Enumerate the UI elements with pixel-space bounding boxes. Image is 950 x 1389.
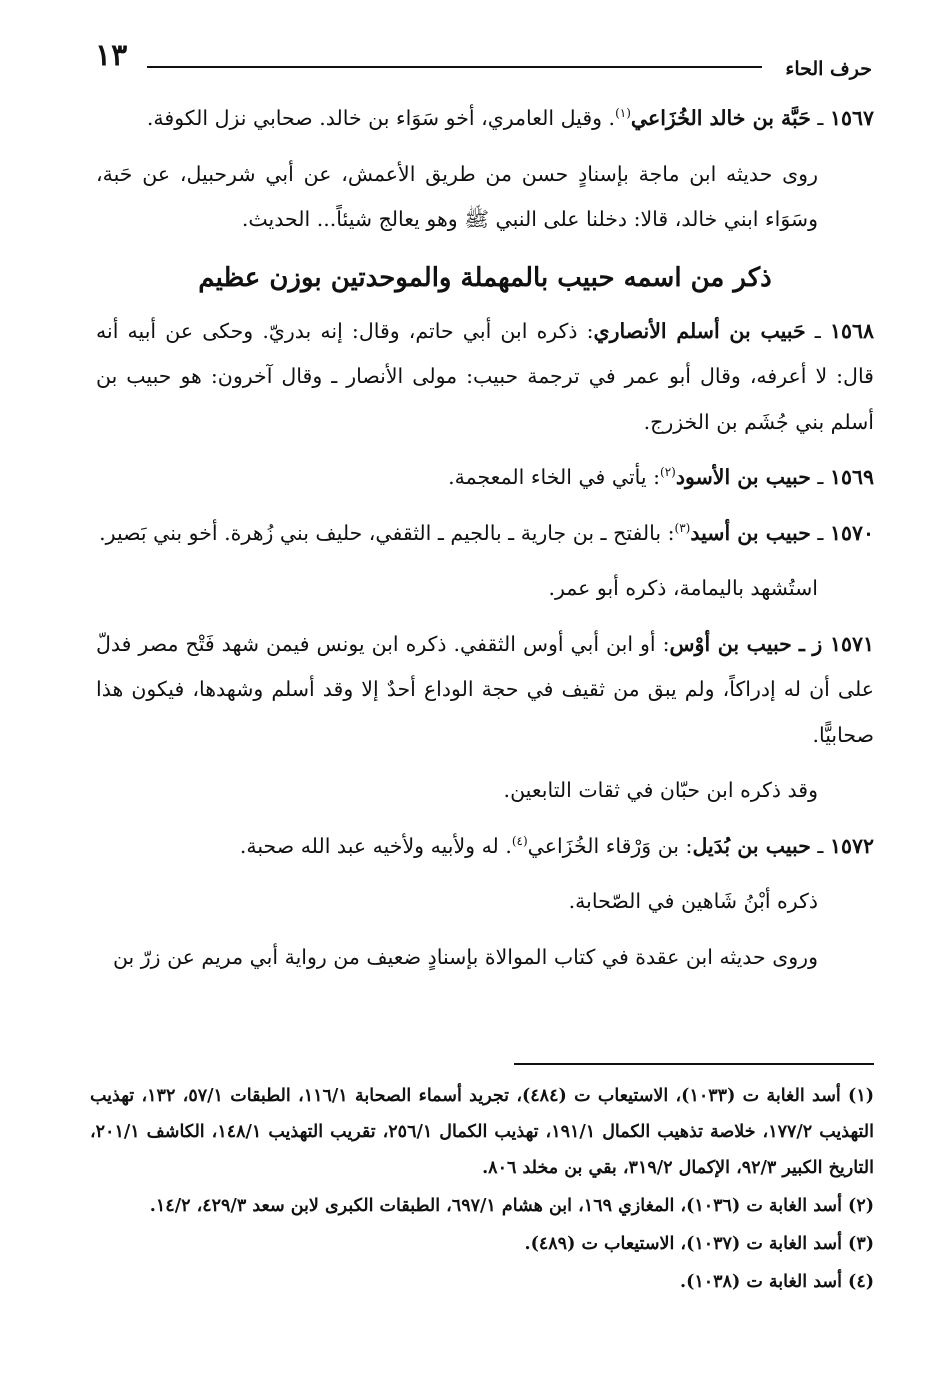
footnote-3: (٣) أسد الغابة ت (١٠٣٧)، الاستيعاب ت (٤٨٩).	[524, 1234, 874, 1254]
entry-text: : بالفتح ـ بن جارية ـ بالجيم ـ الثقفي، حليف بني زُهرة. أخو بني بَصير.	[99, 520, 675, 545]
entry-name: حَبيب بن أسلم الأنصاري	[593, 318, 806, 343]
entry-text: : ذكره ابن أبي حاتم، وقال: إنه بدريّ. وحكى عن أبيه أنه قال: لا أعرفه، وقال أبو عمر في ترجمة حبيب: مولى الأنصار ـ وقال آخرون: هو حبيب بن أسلم بني جُشَم بن الخزرج.	[96, 318, 874, 434]
entry-number: ١٥٧٠	[829, 520, 874, 545]
footnote-ref: (١)	[615, 106, 631, 121]
entry-text: : يأتي في الخاء المعجمة.	[448, 465, 661, 489]
entry-1570: ١٥٧٠ ـ حبيب بن أسيد$^{(٣)}$: بالفتح ـ بن جارية ـ بالجيم ـ الثقفي، حليف بني زُهرة. أخو بني بَصير.	[99, 520, 874, 545]
entry-1567-hadith: روى حديثه ابن ماجة بإسنادٍ حسن من طريق الأعمش، عن أبي شرحبيل، عن حَبة، وسَوَاء ابني خالد، قالا: دخلنا على النبي ﷺ وهو يعالج شيئاً... الحديث.	[96, 161, 818, 231]
page-header	[95, 38, 872, 86]
entry-number: ١٥٧١ ز ـ	[798, 631, 874, 656]
footnote-ref: (٤)	[511, 833, 528, 848]
entry-name: حبيب بن أوْس	[669, 631, 792, 656]
entry-name: حبيب بن الأسود	[675, 465, 811, 489]
entry-1572: ١٥٧٢ ـ حبيب بن بُدَيل: بن وَرْقاء الخُزَاعي$^{(٤)}$. له ولأبيه ولأخيه عبد الله صحبة.	[239, 833, 874, 858]
header-rule	[147, 66, 762, 68]
footnote-separator	[514, 1063, 874, 1065]
entry-number: ١٥٦٧	[829, 106, 874, 130]
entry-1570-note: استُشهد باليمامة، ذكره أبو عمر.	[548, 576, 818, 600]
section-heading: ذكر من اسمه حبيب بالمهملة والموحدتين بوزن عظيم	[198, 262, 772, 293]
entry-text: : بن وَرْقاء الخُزَاعي	[527, 833, 693, 858]
footnote-4: (٤) أسد الغابة ت (١٠٣٨).	[679, 1272, 874, 1292]
entry-number: ١٥٦٩	[829, 465, 874, 489]
footnotes	[90, 1078, 874, 1302]
entry-name: حبيب بن أسيد	[690, 520, 811, 545]
entry-name: حبيب بن بُدَيل	[692, 833, 811, 858]
entry-text-cont: . له ولأبيه ولأخيه عبد الله صحبة.	[239, 833, 512, 858]
entry-text: . وقيل العامري، أخو سَوَاء بن خالد. صحابي نزل الكوفة.	[146, 106, 616, 130]
entry-1571-note: وقد ذكره ابن حبّان في ثقات التابعين.	[503, 778, 818, 802]
entry-1571	[96, 622, 874, 759]
footnote-ref: (٣)	[674, 520, 691, 535]
footnote-1: (١) أسد الغابة ت (١٠٣٣)، الاستيعاب ت (٤٨٤)، تجريد أسماء الصحابة ١١٦/١، الطبقات ٥٧/١، ١٣٢، تهذيب التهذيب ١٧٧/٢، خلاصة تذهيب الكمال ١٩١/١، تهذيب الكمال ٢٥٦/١، تقريب التهذيب ١٤٨/١، الكاشف ٢٠١/١، التاريخ الكبير ٩٢/٣، الإكمال ٣١٩/٢، بقي بن مخلد ٨٠٦.	[90, 1086, 875, 1178]
main-text	[96, 96, 874, 990]
entry-1567: ١٥٦٧ ـ حَبَّة بن خالد الخُزَاعي$^{(١)}$. وقيل العامري، أخو سَوَاء بن خالد. صحابي نزل الكوفة.	[146, 106, 874, 130]
entry-number: ١٥٦٨	[829, 318, 874, 343]
entry-1569: ١٥٦٩ ـ حبيب بن الأسود$^{(٢)}$: يأتي في الخاء المعجمة.	[448, 465, 874, 489]
chapter-title: حرف الحاء	[785, 58, 872, 80]
entry-number: ١٥٧٢	[829, 833, 874, 858]
entry-name: حَبَّة بن خالد الخُزَاعي	[630, 106, 811, 130]
entry-1572-note: ذكره أبْنُ شَاهين في الصّحابة.	[568, 889, 818, 913]
entry-1568: ١٥٦٨ ـ حَبيب بن أسلم الأنصاري: ذكره ابن أبي حاتم، وقال: إنه بدريّ. وحكى عن أبيه أنه قال: لا أعرفه، وقال أبو عمر في ترجمة حبيب: مولى الأنصار ـ وقال آخرون: هو حبيب بن أسلم بني جُشَم بن الخزرج.	[96, 318, 874, 434]
entry-text: : أو ابن أبي أوس الثقفي. ذكره ابن يونس فيمن شهد فَتْح مصر فدلّ على أن له إدراكاً، ولم يبق من ثقيف في حجة الوداع أحدٌ إلا وقد أسلم وشهدها، فيكون هذا صحابيًّا.	[96, 631, 874, 747]
footnote-2: (٢) أسد الغابة ت (١٠٣٦)، المغازي ١٦٩، ابن هشام ٦٩٧/١، الطبقات الكبرى لابن سعد ٤٢٩/٣، ١٤/٢.	[149, 1196, 874, 1216]
page-number: ١٣	[95, 38, 128, 73]
entry-1572-note-2: وروى حديثه ابن عقدة في كتاب الموالاة بإسنادٍ ضعيف من رواية أبي مريم عن زرّ بن	[112, 944, 818, 969]
footnote-ref: (٢)	[660, 465, 676, 480]
